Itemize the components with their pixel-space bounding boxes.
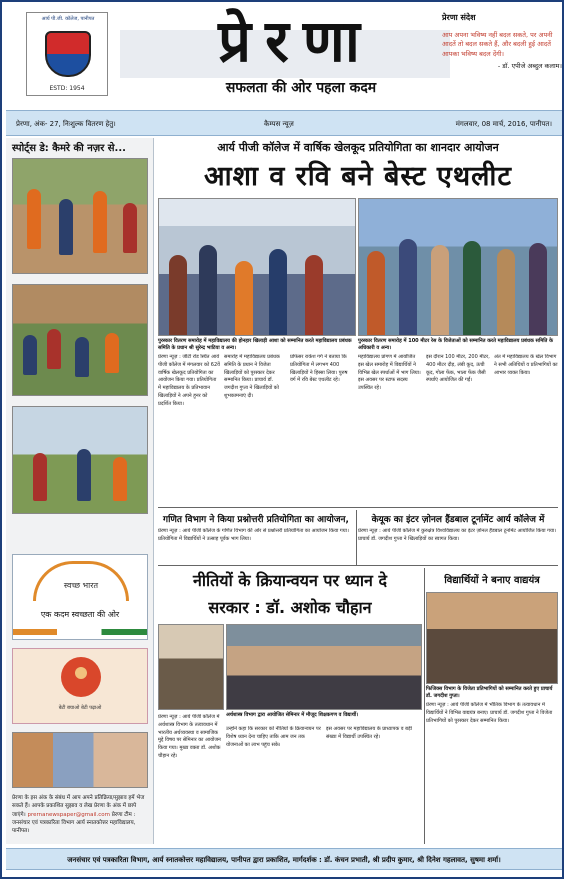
divider — [158, 565, 558, 566]
quote-title: प्रेरणा संदेश — [442, 13, 476, 22]
person-figure — [199, 245, 217, 335]
left-column — [6, 138, 154, 844]
sports-photo-2 — [12, 284, 148, 396]
seminar-photo-audience — [226, 624, 422, 710]
person-figure — [305, 255, 323, 335]
paper-title: प्रेरणा — [218, 7, 374, 75]
person-figure — [169, 255, 187, 335]
instruments-story: प्रेरणा न्यूज़ : आर्य पीजी कॉलेज में भौतिक विभाग के तत्वावधान में विद्यार्थियों ने विभिन्न वाद्ययंत्र बनाए। प्राचार्य डॉ. जगदीश गुप्ता ने विजेता प्रतिभागियों को पुरस्कार देकर सम्मानित किया। — [426, 702, 553, 724]
beti-slogan: बेटी बचाओ बेटी पढ़ाओ — [58, 705, 102, 711]
feedback-email[interactable]: prernanewspaper@gmail.com — [27, 811, 111, 818]
lead-caption-1: पुरस्कार वितरण समारोह में महाविद्यालय की होनहार खिलाड़ी आशा को सम्मानित करते महाविद्यालय प्रबंधक समिति के प्रधान श्री सुरेन्द्र भाटिया व अन्य। — [158, 338, 352, 351]
seminar-caption: अर्थशास्त्र विभाग द्वारा आयोजित सेमिनार में मौजूद शिक्षकगण व विद्यार्थी। — [226, 712, 359, 718]
lead-story-col-4: महाविद्यालय प्रांगण में आयोजित इस खेल समारोह में विद्यार्थियों ने विभिन्न खेल स्पर्धाओं में भाग लिया। इस अवसर पर स्टाफ सदस्य उपस्थित रहे। — [358, 354, 421, 391]
person-figure — [529, 243, 547, 335]
seminar-headline-1: नीतियों के क्रियान्वयन पर ध्यान दे — [193, 571, 387, 590]
quote-text: आप अपना भविष्य नहीं बदल सकते, पर अपनी आदतें तो बदल सकते हैं, और बदली हुई आदतें आपका भविष्य बदल देंगी। — [442, 31, 553, 58]
sports-photo-3 — [12, 406, 148, 514]
athlete-figure — [77, 449, 91, 501]
person-figure — [463, 241, 481, 335]
lead-story-col-2: समारोह में महाविद्यालय प्रबंधक समिति के प्रधान ने विजेता खिलाड़ियों को पुरस्कार देकर सम्मानित किया। प्राचार्य डॉ. जगदीश गुप्ता ने खिलाड़ियों को शुभकामनाएं दी। — [224, 354, 280, 399]
sports-heading: स्पोर्ट्स डे: कैमरे की नज़र से... — [12, 143, 126, 154]
issue-info: प्रेरणा, अंक- 27, निःशुल्क वितरण हेतु। — [16, 120, 116, 128]
seminar-photo-speaker — [158, 624, 224, 710]
lead-kicker: आर्य पीजी कॉलेज में वार्षिक खेलकूद प्रतियोगिता का शानदार आयोजन — [217, 141, 499, 154]
person-figure — [269, 249, 287, 335]
handball-heading: केयूक का इंटर ज़ोनल हैंडबाल टूर्नामेंट आर्य कॉलेज में — [371, 515, 545, 525]
school-logo — [26, 12, 108, 96]
athlete-figure — [47, 329, 61, 369]
maths-quiz-heading: गणित विभाग ने किया प्रश्नोत्तरी प्रतियोगिता का आयोजन, — [163, 515, 349, 525]
person-figure — [367, 251, 385, 335]
school-estd: ESTD: 1954 — [49, 85, 85, 92]
seminar-story-col-1: प्रेरणा न्यूज़ : आर्य पीजी कॉलेज में अर्थशास्त्र विभाग के तत्वावधान में भारतीय अर्थव्यवस्था व सामाजिक मुद्दे विषय पर सेमिनार का आयोजन किया गया। मुख्य वक्ता डॉ. अशोक चौहान रहे। — [158, 714, 221, 759]
school-name: आर्य पी.जी. कॉलेज, पानीपत — [41, 16, 95, 22]
lead-story-col-5: इस दौरान 100 मीटर, 200 मीटर, 400 मीटर दौड़, लंबी कूद, ऊंची कूद, गोला फेंक, भाला फेंक जैसी स्पर्धाएं आयोजित की गईं। — [426, 354, 490, 384]
feedback-team: प्रेरणा टीम : जनसंचार एवं पत्रकारिता विभाग आर्य स्नातकोत्तर महाविद्यालय, पानीपत। — [12, 811, 136, 834]
lead-story-col-3: प्रोफेसर राकेश गर्ग ने बताया कि प्रतियोगिता में लगभग 400 खिलाड़ियों ने हिस्सा लिया। पुरुष वर्ग में रवि बेस्ट एथलीट रहे। — [290, 354, 348, 384]
divider — [424, 568, 425, 844]
lead-caption-2: पुरस्कार वितरण समारोह में 100 मीटर रेस के विजेताओं को सम्मानित करते महाविद्यालय प्रबंधक समिति के अधिकारी व अन्य। — [358, 338, 553, 351]
lead-story-col-1: प्रेरणा न्यूज़ : जीटी रोड स्थित आर्य पीजी कॉलेज में मंगलवार को 62वें वार्षिक खेलकूद प्रतियोगिता का आयोजन किया गया। प्रतियोगिता में महाविद्यालय के प्रतिभावान खिलाड़ियों ने अपने हुनर को प्रदर्शित किया। — [158, 354, 220, 407]
person-figure — [431, 245, 449, 335]
quote-box — [442, 12, 562, 106]
swachh-logo-text: स्वच्छ भारत — [63, 581, 99, 590]
swachh-bharat-ad — [12, 554, 148, 640]
sports-photo-1 — [12, 158, 148, 274]
athlete-figure — [123, 203, 137, 253]
seminar-story-col-3: इस अवसर पर महाविद्यालय के प्राध्यापक व बड़ी संख्या में विद्यार्थी उपस्थित रहे। — [326, 726, 412, 740]
divider — [356, 510, 357, 566]
section-name: कैम्पस न्यूज़ — [264, 120, 294, 128]
feedback-note — [12, 794, 148, 835]
athlete-figure — [113, 457, 127, 501]
instruments-heading: विद्यार्थियों ने बनाए वाद्ययंत्र — [444, 575, 540, 586]
feedback-text: प्रेरणा के इस अंक के संबंध में आप अपने प्रतिक्रिया/सुझाव हमें भेज सकते हैं। आपके प्रकाशित सुझाव व लेख प्रेरणा के अंक में छापे जाएंगे। — [12, 795, 145, 818]
shield-icon — [45, 31, 91, 77]
lead-photo-2 — [358, 198, 558, 336]
girl-icon — [61, 657, 101, 697]
seminar-story-col-2: उन्होंने कहा कि सरकार को नीतियों के क्रियान्वयन पर विशेष ध्यान देना चाहिए ताकि आम जन तक योजनाओं का लाभ पहुंच सके। — [226, 726, 321, 748]
photo-collage — [12, 732, 148, 788]
footer-credits: जनसंचार एवं पत्रकारिता विभाग, आर्य स्नातकोत्तर महाविद्यालय, पानीपत द्वारा प्रकाशित, मार्गदर्शक : डॉ. कंचन प्रभाती, श्री प्रदीप कुमार, श्री दिनेश गहलावत, सुषमा शर्मा। — [6, 848, 562, 870]
athlete-figure — [27, 189, 41, 249]
lead-photo-1 — [158, 198, 356, 336]
info-bar — [6, 110, 562, 136]
athlete-figure — [105, 333, 119, 373]
person-figure — [399, 239, 417, 335]
athlete-figure — [59, 199, 73, 255]
masthead — [6, 6, 562, 108]
handball-story: प्रेरणा न्यूज़ : आर्य पीजी कॉलेज में कुरुक्षेत्र विश्वविद्यालय का इंटर ज़ोनल हैंडबाल टूर्नामेंट आयोजित किया गया। प्राचार्य डॉ. जगदीश गुप्ता ने खिलाड़ियों का स्वागत किया। — [358, 528, 557, 542]
paper-tagline: सफलता की ओर पहला कदम — [225, 80, 377, 96]
tricolor-stripe — [13, 629, 147, 635]
seminar-headline-2: सरकार : डॉ. अशोक चौहान — [208, 598, 372, 617]
person-figure — [235, 261, 253, 335]
athlete-figure — [33, 453, 47, 501]
issue-date: मंगलवार, 08 मार्च, 2016, पानीपत। — [455, 120, 552, 128]
quote-author: - डॉ. एपीजे अब्दुल कलाम। — [497, 62, 562, 71]
lead-story-col-6: अंत में महाविद्यालय के खेल विभाग ने सभी अतिथियों व प्रतिभागियों का आभार व्यक्त किया। — [494, 354, 558, 376]
swachh-slogan: एक कदम स्वच्छता की ओर — [40, 610, 120, 619]
lead-headline: आशा व रवि बने बेस्ट एथलीट — [203, 161, 513, 192]
divider — [158, 507, 558, 508]
athlete-figure — [75, 337, 89, 377]
spectacles-icon — [33, 561, 129, 601]
instruments-photo — [426, 592, 558, 684]
athlete-figure — [93, 191, 107, 253]
person-figure — [497, 249, 515, 335]
beti-bachao-ad — [12, 648, 148, 724]
maths-quiz-story: प्रेरणा न्यूज़ : आर्य पीजी कॉलेज के गणित विभाग की ओर से प्रश्नोत्तरी प्रतियोगिता का आयोजन किया गया। प्रतियोगिता में विद्यार्थियों ने उत्साह पूर्वक भाग लिया। — [158, 528, 349, 542]
instruments-caption: फिजिक्स विभाग के विजेता प्रतिभागियों को सम्मानित करते हुए प्राचार्य डॉ. जगदीश गुप्ता। — [426, 686, 553, 699]
athlete-figure — [23, 335, 37, 375]
